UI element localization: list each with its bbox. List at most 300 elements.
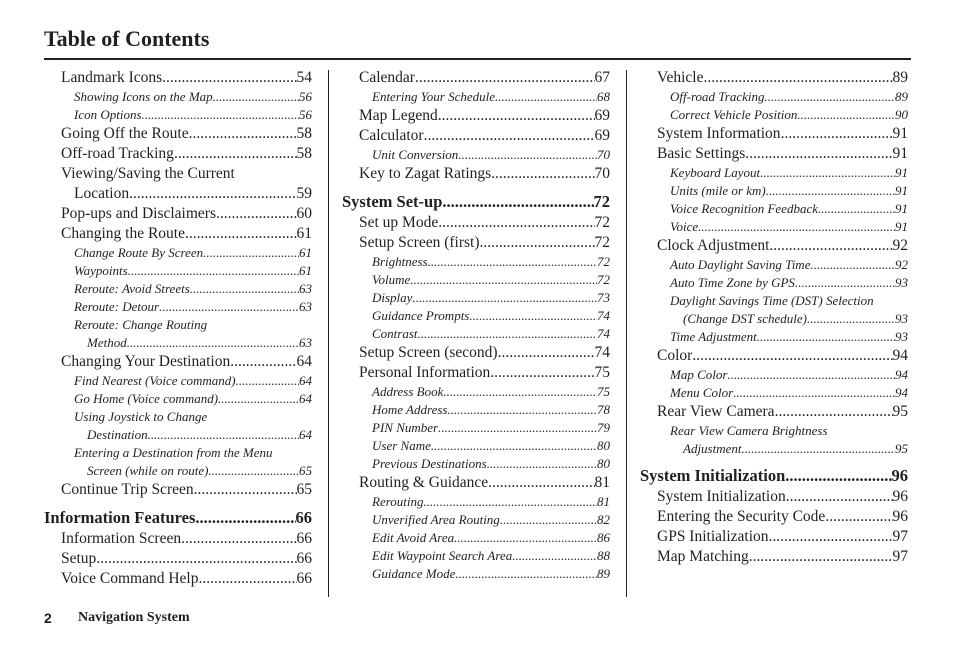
- toc-entry-label: Setup: [61, 550, 97, 567]
- dot-leader: [230, 352, 296, 372]
- toc-entry-label: System Set-up: [342, 192, 443, 211]
- column-divider: [626, 70, 627, 597]
- dot-leader: [807, 310, 895, 328]
- toc-page-number: 58: [296, 125, 312, 142]
- toc-entry-label: Setup Screen (first): [359, 234, 480, 251]
- toc-entry[interactable]: [342, 565, 610, 583]
- toc-page-number: 78: [597, 402, 610, 417]
- toc-entry[interactable]: [640, 182, 908, 200]
- page-title: Table of Contents: [44, 26, 210, 51]
- toc-entry[interactable]: [44, 204, 312, 224]
- toc-entry-label: Reroute: Detour: [74, 299, 160, 314]
- dot-leader: [190, 280, 299, 298]
- toc-page-number: 88: [597, 548, 610, 563]
- toc-page-number: 66: [296, 550, 312, 567]
- dot-leader: [181, 529, 296, 549]
- dot-leader: [469, 307, 597, 325]
- toc-entry[interactable]: [640, 106, 908, 124]
- toc-entry[interactable]: [44, 298, 312, 316]
- toc-page-number: 89: [597, 566, 610, 581]
- toc-entry[interactable]: [44, 224, 312, 244]
- dot-leader: [480, 233, 595, 253]
- toc-page-number: 96: [892, 508, 908, 525]
- toc-page-number: 70: [594, 165, 610, 182]
- toc-section-entry[interactable]: [640, 465, 908, 487]
- toc-entry-label: Calculator: [359, 127, 424, 144]
- toc-page-number: 69: [594, 127, 610, 144]
- toc-entry[interactable]: [342, 106, 610, 126]
- dot-leader: [454, 529, 597, 547]
- toc-entry-label: Find Nearest (Voice command): [74, 373, 236, 388]
- toc-entry-label: Map Matching: [657, 548, 749, 565]
- dot-leader: [195, 507, 295, 529]
- title-rule: [44, 58, 911, 60]
- toc-page-number: 92: [895, 257, 908, 272]
- toc-entry[interactable]: [44, 316, 312, 352]
- toc-page-number: 90: [895, 107, 908, 122]
- dot-leader: [487, 455, 597, 473]
- toc-entry[interactable]: [342, 343, 610, 363]
- toc-page-number: 93: [895, 329, 908, 344]
- toc-entry[interactable]: [44, 352, 312, 372]
- toc-entry[interactable]: [640, 236, 908, 256]
- toc-entry[interactable]: [44, 262, 312, 280]
- toc-entry-label-continued: Location: [74, 185, 130, 202]
- toc-page-number: 80: [597, 438, 610, 453]
- toc-page-number: 63: [299, 281, 312, 296]
- toc-entry-label: Clock Adjustment: [657, 237, 770, 254]
- dot-leader: [418, 325, 597, 343]
- toc-entry-label: Information Features: [44, 508, 196, 527]
- dot-leader: [775, 402, 893, 422]
- toc-entry[interactable]: [342, 253, 610, 271]
- dot-leader: [797, 106, 895, 124]
- dot-leader: [781, 124, 893, 144]
- toc-entry-label: Units (mile or km): [670, 183, 766, 198]
- toc-page-number: 93: [895, 311, 908, 326]
- toc-page-number: 61: [299, 263, 312, 278]
- footer-label: Navigation System: [78, 610, 190, 625]
- toc-entry-label: Changing the Route: [61, 225, 185, 242]
- toc-entry[interactable]: [640, 164, 908, 182]
- toc-entry-label: Icon Options: [74, 107, 142, 122]
- toc-page-number: 81: [597, 494, 610, 509]
- dot-leader: [198, 569, 296, 589]
- toc-page-number: 81: [594, 474, 610, 491]
- toc-entry[interactable]: [342, 213, 610, 233]
- toc-entry-label: Display: [372, 290, 413, 305]
- toc-entry[interactable]: [44, 68, 312, 88]
- dot-leader: [765, 88, 896, 106]
- toc-entry-label: Rear View Camera Brightness: [670, 423, 828, 438]
- dot-leader: [213, 88, 299, 106]
- toc-page-number: 70: [597, 147, 610, 162]
- dot-leader: [769, 236, 892, 256]
- toc-entry-label: Reroute: Avoid Streets: [74, 281, 190, 296]
- toc-entry-label: Brightness: [372, 254, 428, 269]
- toc-page-number: 54: [296, 69, 312, 86]
- toc-entry-label: Home Address: [372, 402, 448, 417]
- dot-leader: [490, 363, 594, 383]
- toc-entry[interactable]: [44, 480, 312, 500]
- dot-leader: [162, 68, 296, 88]
- toc-page-number: 91: [895, 165, 908, 180]
- footer-page-number: 2: [44, 610, 52, 626]
- toc-entry[interactable]: [44, 549, 312, 569]
- toc-entry-label-continued: Destination: [87, 427, 148, 442]
- dot-leader: [769, 527, 893, 547]
- toc-entry-label: Reroute: Change Routing: [74, 317, 208, 332]
- toc-entry[interactable]: [342, 164, 610, 184]
- toc-page-number: 89: [895, 89, 908, 104]
- toc-entry[interactable]: [44, 280, 312, 298]
- toc-entry[interactable]: [44, 444, 312, 480]
- toc-entry[interactable]: [342, 419, 610, 437]
- toc-entry-label: Color: [657, 347, 693, 364]
- toc-entry-label: Waypoints: [74, 263, 128, 278]
- toc-page-number: 60: [296, 205, 312, 222]
- toc-entry[interactable]: [44, 88, 312, 106]
- toc-entry[interactable]: [640, 274, 908, 292]
- toc-entry-label: Contrast: [372, 326, 418, 341]
- toc-page-number: 93: [895, 275, 908, 290]
- toc-page-number: 74: [597, 308, 610, 323]
- toc-entry-label: Keyboard Layout: [670, 165, 761, 180]
- toc-entry-label: System Initialization: [657, 488, 786, 505]
- toc-entry-label: Key to Zagat Ratings: [359, 165, 492, 182]
- dot-leader: [692, 346, 892, 366]
- dot-leader: [500, 511, 597, 529]
- toc-entry[interactable]: [640, 507, 908, 527]
- toc-entry[interactable]: [640, 144, 908, 164]
- dot-leader: [129, 184, 296, 204]
- toc-entry-label: Time Adjustment: [670, 329, 757, 344]
- toc-section-entry[interactable]: [342, 191, 610, 213]
- dot-leader: [203, 244, 299, 262]
- toc-entry-label: Voice Command Help: [61, 570, 199, 587]
- toc-entry-label: Setup Screen (second): [359, 344, 498, 361]
- dot-leader: [96, 549, 296, 569]
- toc-entry-label: Entering a Destination from the Menu: [74, 445, 273, 460]
- toc-entry[interactable]: [342, 88, 610, 106]
- toc-page-number: 68: [597, 89, 610, 104]
- toc-entry[interactable]: [44, 408, 312, 444]
- dot-leader: [194, 480, 297, 500]
- toc-entry-label: Viewing/Saving the Current: [61, 165, 235, 182]
- toc-entry[interactable]: [640, 292, 908, 328]
- toc-page-number: 67: [594, 69, 610, 86]
- toc-column-2: [342, 68, 610, 583]
- toc-entry[interactable]: [640, 487, 908, 507]
- dot-leader: [742, 440, 896, 458]
- toc-entry[interactable]: [640, 256, 908, 274]
- toc-page-number: 56: [299, 107, 312, 122]
- dot-leader: [745, 144, 892, 164]
- toc-entry[interactable]: [342, 68, 610, 88]
- toc-entry-label: Going Off the Route: [61, 125, 189, 142]
- toc-entry-label-continued: Adjustment: [683, 441, 742, 456]
- toc-page-number: 79: [597, 420, 610, 435]
- dot-leader: [727, 366, 895, 384]
- dot-leader: [825, 507, 892, 527]
- toc-entry[interactable]: [342, 126, 610, 146]
- toc-entry[interactable]: [44, 372, 312, 390]
- toc-entry[interactable]: [44, 124, 312, 144]
- toc-page-number: 95: [892, 403, 908, 420]
- dot-leader: [458, 146, 597, 164]
- toc-entry-label: Guidance Mode: [372, 566, 456, 581]
- toc-entry-label: Edit Avoid Area: [372, 530, 455, 545]
- toc-page-number: 91: [895, 219, 908, 234]
- toc-entry[interactable]: [342, 437, 610, 455]
- toc-page-number: 82: [597, 512, 610, 527]
- toc-page-number: 61: [299, 245, 312, 260]
- dot-leader: [818, 200, 895, 218]
- dot-leader: [438, 419, 597, 437]
- toc-entry-label: Continue Trip Screen: [61, 481, 194, 498]
- toc-entry-label: PIN Number: [372, 420, 439, 435]
- dot-leader: [749, 547, 893, 567]
- toc-page-number: 72: [593, 192, 610, 211]
- toc-entry-label: Map Legend: [359, 107, 438, 124]
- toc-page-number: 96: [891, 466, 908, 485]
- dot-leader: [455, 565, 597, 583]
- dot-leader: [498, 343, 595, 363]
- dot-leader: [795, 274, 895, 292]
- toc-entry-label: Voice: [670, 219, 699, 234]
- toc-entry[interactable]: [44, 144, 312, 164]
- toc-entry[interactable]: [342, 455, 610, 473]
- toc-entry-label: Map Color: [670, 367, 728, 382]
- toc-entry-label: Using Joystick to Change: [74, 409, 208, 424]
- dot-leader: [127, 334, 299, 352]
- toc-entry-label: Off-road Tracking: [61, 145, 174, 162]
- dot-leader: [810, 256, 895, 274]
- toc-entry[interactable]: [342, 473, 610, 493]
- toc-page-number: 97: [892, 548, 908, 565]
- toc-entry-label: Vehicle: [657, 69, 704, 86]
- toc-page-number: 92: [892, 237, 908, 254]
- toc-entry-label: Rerouting: [372, 494, 424, 509]
- toc-page-number: 59: [296, 185, 312, 202]
- toc-entry-label: Change Route By Screen: [74, 245, 204, 260]
- dot-leader: [757, 328, 895, 346]
- toc-page-number: 89: [892, 69, 908, 86]
- toc-entry-label: GPS Initialization: [657, 528, 769, 545]
- toc-entry[interactable]: [342, 511, 610, 529]
- toc-entry[interactable]: [342, 547, 610, 565]
- toc-page-number: 91: [895, 183, 908, 198]
- toc-entry[interactable]: [640, 218, 908, 236]
- toc-column-1: [44, 68, 312, 589]
- dot-leader: [208, 462, 299, 480]
- toc-entry[interactable]: [342, 289, 610, 307]
- dot-leader: [189, 124, 297, 144]
- toc-column-3: [640, 68, 908, 567]
- toc-entry-label: Routing & Guidance: [359, 474, 489, 491]
- toc-entry-label: Personal Information: [359, 364, 491, 381]
- toc-page-number: 64: [299, 427, 312, 442]
- toc-page-number: 72: [597, 272, 610, 287]
- toc-page-number: 75: [597, 384, 610, 399]
- toc-entry[interactable]: [342, 383, 610, 401]
- toc-page-number: 97: [892, 528, 908, 545]
- dot-leader: [766, 182, 895, 200]
- toc-entry-label: Set up Mode: [359, 214, 439, 231]
- dot-leader: [410, 271, 597, 289]
- toc-entry-label-continued: Method: [87, 335, 127, 350]
- toc-page-number: 96: [892, 488, 908, 505]
- toc-entry[interactable]: [342, 271, 610, 289]
- toc-page-number: 73: [597, 290, 610, 305]
- toc-entry[interactable]: [44, 244, 312, 262]
- toc-entry[interactable]: [640, 422, 908, 458]
- toc-entry[interactable]: [342, 529, 610, 547]
- toc-entry-label: Address Book: [372, 384, 444, 399]
- toc-page-number: 80: [597, 456, 610, 471]
- toc-page-number: 74: [597, 326, 610, 341]
- toc-page-number: 91: [895, 201, 908, 216]
- dot-leader: [447, 401, 597, 419]
- toc-entry[interactable]: [44, 390, 312, 408]
- toc-page-number: 63: [299, 335, 312, 350]
- dot-leader: [512, 547, 597, 565]
- toc-entry-label: Pop-ups and Disclaimers: [61, 205, 216, 222]
- toc-entry-label: Menu Color: [670, 385, 734, 400]
- toc-entry[interactable]: [640, 346, 908, 366]
- dot-leader: [159, 298, 299, 316]
- toc-entry[interactable]: [640, 328, 908, 346]
- dot-leader: [488, 473, 594, 493]
- toc-entry-label: Off-road Tracking: [670, 89, 765, 104]
- toc-page-number: 94: [895, 385, 908, 400]
- toc-entry-label: Guidance Prompts: [372, 308, 470, 323]
- toc-entry-label: Go Home (Voice command): [74, 391, 219, 406]
- dot-leader: [185, 224, 297, 244]
- toc-entry[interactable]: [640, 88, 908, 106]
- dot-leader: [786, 487, 893, 507]
- toc-page-number: 58: [296, 145, 312, 162]
- dot-leader: [174, 144, 297, 164]
- toc-entry-label: Information Screen: [61, 530, 182, 547]
- dot-leader: [412, 289, 597, 307]
- toc-page-number: 69: [594, 107, 610, 124]
- toc-entry[interactable]: [640, 200, 908, 218]
- toc-entry-label: Previous Destinations: [372, 456, 487, 471]
- toc-entry[interactable]: [342, 325, 610, 343]
- toc-entry[interactable]: [640, 384, 908, 402]
- toc-page-number: 66: [296, 530, 312, 547]
- dot-leader: [428, 253, 597, 271]
- toc-entry-label: Volume: [372, 272, 411, 287]
- toc-entry[interactable]: [342, 401, 610, 419]
- toc-entry-label: Landmark Icons: [61, 69, 163, 86]
- toc-entry[interactable]: [342, 307, 610, 325]
- toc-entry-label: Unverified Area Routing: [372, 512, 500, 527]
- toc-entry-label: Correct Vehicle Position: [670, 107, 798, 122]
- toc-entry[interactable]: [640, 402, 908, 422]
- dot-leader: [495, 88, 597, 106]
- dot-leader: [148, 426, 299, 444]
- toc-page-number: 66: [296, 570, 312, 587]
- toc-entry-label: Calendar: [359, 69, 415, 86]
- dot-leader: [733, 384, 895, 402]
- toc-page-number: 63: [299, 299, 312, 314]
- column-divider: [328, 70, 329, 597]
- dot-leader: [491, 164, 594, 184]
- toc-page-number: 64: [296, 353, 312, 370]
- toc-section-entry[interactable]: [44, 507, 312, 529]
- toc-entry[interactable]: [44, 164, 312, 204]
- dot-leader: [218, 390, 299, 408]
- toc-page-number: 65: [296, 481, 312, 498]
- toc-entry-label: Edit Waypoint Search Area: [372, 548, 513, 563]
- toc-entry[interactable]: [640, 124, 908, 144]
- toc-entry[interactable]: [342, 493, 610, 511]
- dot-leader: [442, 191, 593, 213]
- toc-entry[interactable]: [640, 366, 908, 384]
- toc-page-number: 72: [594, 214, 610, 231]
- dot-leader: [443, 383, 597, 401]
- toc-entry[interactable]: [640, 527, 908, 547]
- toc-page-number: 91: [892, 125, 908, 142]
- toc-entry-label: System Information: [657, 125, 781, 142]
- toc-entry[interactable]: [640, 547, 908, 567]
- dot-leader: [760, 164, 895, 182]
- toc-entry-label: Daylight Savings Time (DST) Selection: [670, 293, 874, 308]
- toc-page-number: 74: [594, 344, 610, 361]
- toc-entry-label: System Initialization: [640, 466, 786, 485]
- toc-entry[interactable]: [342, 233, 610, 253]
- toc-page-number: 94: [895, 367, 908, 382]
- dot-leader: [415, 68, 595, 88]
- toc-page-number: 86: [597, 530, 610, 545]
- toc-entry[interactable]: [44, 569, 312, 589]
- toc-page-number: 66: [295, 508, 312, 527]
- toc-page-number: 75: [594, 364, 610, 381]
- toc-entry-label: Rear View Camera: [657, 403, 775, 420]
- dot-leader: [698, 218, 895, 236]
- toc-page-number: 91: [892, 145, 908, 162]
- toc-entry-label: Basic Settings: [657, 145, 746, 162]
- toc-entry-label: Auto Daylight Saving Time: [670, 257, 811, 272]
- dot-leader: [438, 106, 595, 126]
- toc-page-number: 64: [299, 373, 312, 388]
- toc-page-number: 72: [597, 254, 610, 269]
- toc-page-number: 56: [299, 89, 312, 104]
- toc-entry-label: Voice Recognition Feedback: [670, 201, 818, 216]
- dot-leader: [128, 262, 299, 280]
- dot-leader: [438, 213, 594, 233]
- toc-entry[interactable]: [640, 68, 908, 88]
- dot-leader: [424, 126, 595, 146]
- dot-leader: [431, 437, 597, 455]
- toc-entry-label: User Name: [372, 438, 431, 453]
- dot-leader: [703, 68, 892, 88]
- toc-entry[interactable]: [44, 529, 312, 549]
- dot-leader: [785, 465, 891, 487]
- toc-entry-label: Showing Icons on the Map: [74, 89, 213, 104]
- toc-entry-label: Unit Conversion: [372, 147, 459, 162]
- toc-page-number: 94: [892, 347, 908, 364]
- toc-entry-label: Changing Your Destination: [61, 353, 231, 370]
- toc-entry[interactable]: [342, 363, 610, 383]
- toc-entry[interactable]: [342, 146, 610, 164]
- toc-entry-label: Entering the Security Code: [657, 508, 826, 525]
- toc-page-number: 61: [296, 225, 312, 242]
- toc-entry-label: Entering Your Schedule: [372, 89, 496, 104]
- toc-entry[interactable]: [44, 106, 312, 124]
